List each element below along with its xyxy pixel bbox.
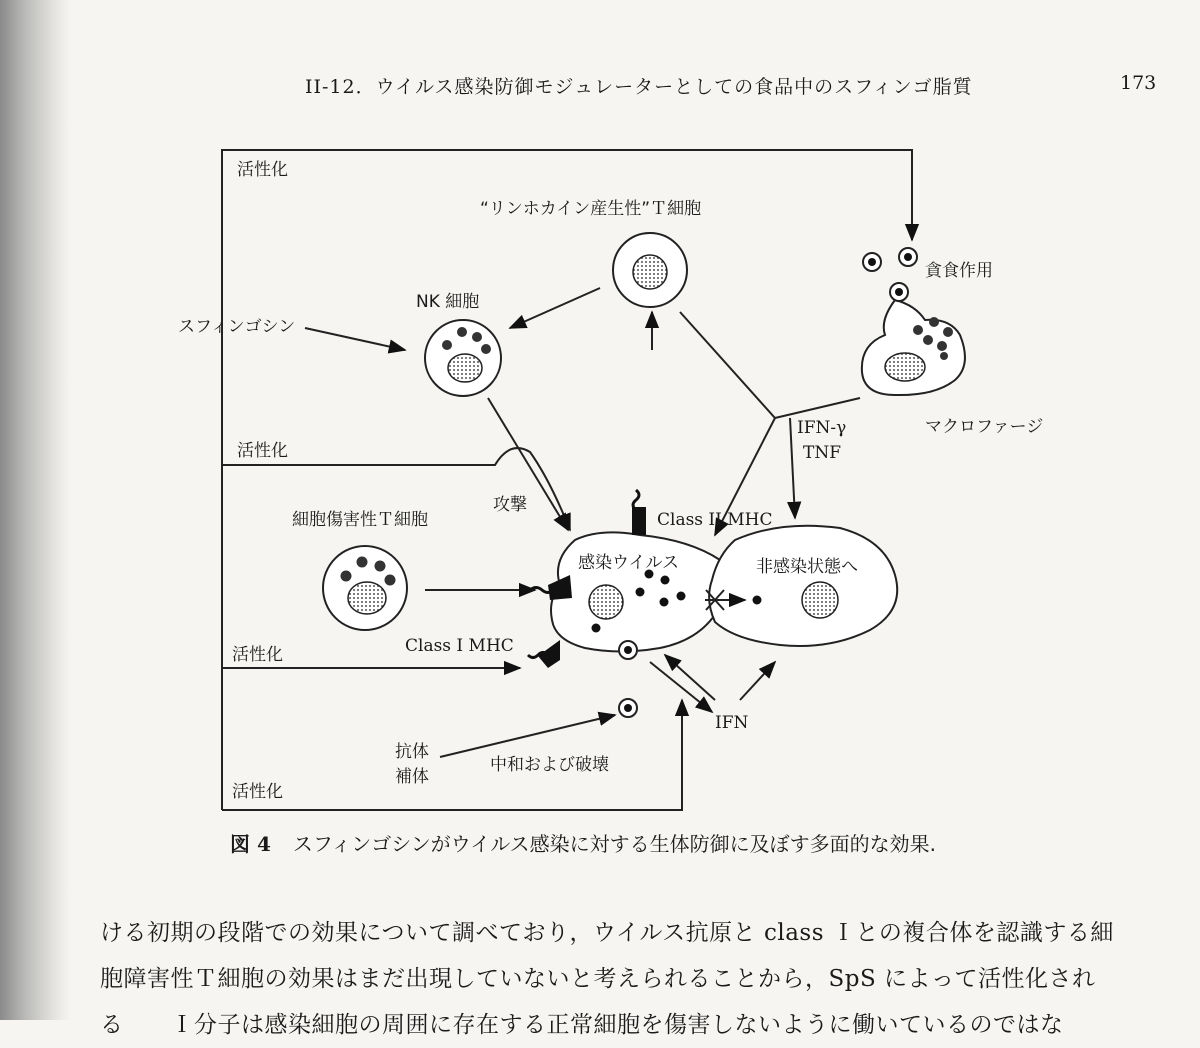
label-ifn-gamma: IFN-γ (797, 418, 847, 438)
cytotoxic-t-cell (323, 546, 407, 630)
label-lymphokine-t-cell: “リンホカイン産生性”Ｔ細胞 (480, 199, 702, 219)
label-activation-3: 活性化 (232, 645, 283, 665)
label-infected-virus: 感染ウイルス (578, 553, 679, 573)
arrow-sphingosine-to-nk (305, 328, 405, 350)
label-ifn: IFN (715, 713, 749, 733)
free-virus-particles (619, 641, 637, 717)
arrow-ifn-gamma-to-uninfected (790, 418, 795, 518)
label-neutralize-destroy: 中和および破壊 (490, 755, 609, 775)
label-activation-2: 活性化 (237, 441, 288, 461)
label-class2-mhc: Class II MHC (657, 510, 773, 530)
label-activation-1: 活性化 (237, 160, 288, 180)
activation-frame (222, 150, 912, 810)
label-sphingosine: スフィンゴシン (178, 317, 296, 337)
body-line-3: る Ｉ分子は感染細胞の周囲に存在する正常細胞を傷害しないように働いているのではな (100, 1012, 1064, 1038)
arrow-ifn-to-uninfected (740, 662, 775, 700)
figure-number: 図 4 (230, 832, 271, 856)
label-nk-cell: NK 細胞 (416, 292, 480, 312)
label-attack: 攻撃 (493, 495, 527, 515)
arrow-t-to-nk (510, 288, 600, 328)
label-cytotoxic-t-cell: 細胞傷害性Ｔ細胞 (292, 510, 428, 530)
figure-caption (230, 828, 936, 857)
label-class1-mhc: Class I MHC (405, 636, 514, 656)
page-number: 173 (1120, 72, 1157, 94)
body-line-2: 胞障害性Ｔ細胞の効果はまだ出現していないと考えられることから，SpS によって活性化され (100, 966, 1096, 992)
activation-line-top (222, 150, 912, 810)
arrow-antibody-to-virus (440, 715, 615, 757)
label-macrophage: マクロファージ (925, 417, 1044, 437)
running-head: II-12．ウイルス感染防御モジュレーターとしての食品中のスフィンゴ脂質 (305, 76, 973, 98)
body-line-1: ける初期の段階での効果について調べており，ウイルス抗原と class Ｉとの複合体を認識する細 (100, 920, 1114, 946)
caption-text: スフィンゴシンがウイルス感染に対する生体防御に及ぼす多面的な効果. (292, 832, 936, 856)
label-to-uninfected: 非感染状態へ (756, 557, 858, 577)
label-phagocytosis: 貪食作用 (925, 261, 993, 281)
label-activation-4: 活性化 (232, 782, 283, 802)
label-antibody: 抗体 (395, 742, 429, 762)
uninfected-cell (709, 526, 897, 646)
lymphokine-t-cell (613, 233, 687, 307)
ifn-gamma-branch (680, 312, 860, 418)
nk-cell (425, 320, 501, 396)
label-tnf: TNF (803, 443, 842, 463)
label-complement: 補体 (395, 767, 429, 787)
body-paragraph (100, 910, 1190, 1048)
